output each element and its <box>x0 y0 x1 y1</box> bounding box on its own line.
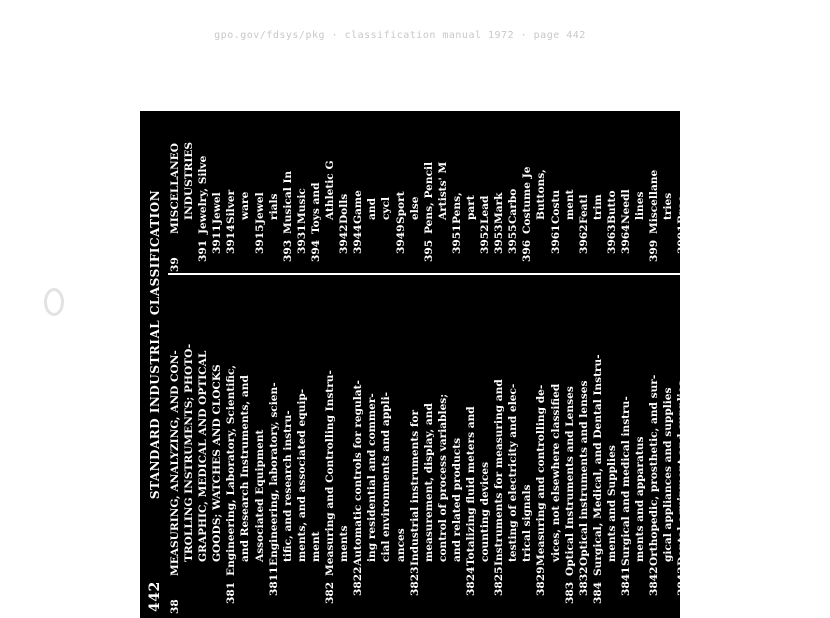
classification-entry <box>675 107 689 272</box>
classification-entry <box>577 278 591 614</box>
sic-code: 3842 <box>648 566 661 596</box>
classification-entry <box>718 107 760 272</box>
industry-title-continuation: tific, and research instru- <box>281 410 294 562</box>
industry-title-line: Butto <box>605 190 618 224</box>
industry-title-line: Pens, Pencil <box>422 161 435 234</box>
industry-title-continuation: tries <box>662 192 675 220</box>
classification-entry <box>760 107 788 272</box>
industry-title-line: Mark <box>493 192 506 224</box>
sic-code: 386 <box>718 581 731 604</box>
sic-code: 3995 <box>704 224 717 254</box>
entry-first-line <box>718 278 732 614</box>
classification-entry <box>746 278 774 614</box>
scan-artifact-mark <box>44 288 64 316</box>
sic-code: 3949 <box>394 224 407 254</box>
industry-title-line: Watches, clocks, clockwork op- <box>803 381 816 566</box>
column-divider <box>168 274 680 276</box>
classification-entry <box>351 278 407 614</box>
sic-code: 3963 <box>605 224 618 254</box>
industry-title-line: Photographic Equipment and Sup- <box>718 370 731 576</box>
classification-entry <box>422 107 450 272</box>
industry-title-continuation: cial environments and appli- <box>380 391 393 562</box>
entry-first-line <box>577 107 591 272</box>
sic-code: 3914 <box>225 224 238 254</box>
sic-code: 3911 <box>211 224 224 254</box>
entry-first-line <box>224 278 238 614</box>
entry-first-line <box>704 107 718 272</box>
classification-entry <box>689 107 703 272</box>
industry-title-line: Watches, Clocks, Clockwork Operated <box>775 351 788 576</box>
industry-title-line: MEASURING, ANALYZING, AND CON- <box>169 350 181 576</box>
sic-code: 391 <box>197 239 210 262</box>
sic-code: 396 <box>521 239 534 262</box>
entry-first-line <box>675 107 689 272</box>
entry-first-line <box>168 278 182 614</box>
classification-entry <box>295 107 309 272</box>
scan-stamp: gpo.gov/fdsys/pkg · classification manual 1972 · page 442 <box>214 30 586 41</box>
classification-entry <box>224 107 252 272</box>
industry-title-continuation: supplies <box>760 512 773 562</box>
entry-first-line <box>224 107 238 272</box>
industry-title-continuation: part <box>464 195 477 220</box>
industry-title-line: Miscellane <box>648 169 661 234</box>
classification-entry <box>492 278 534 614</box>
classification-entry <box>168 107 196 272</box>
sic-code: 3915 <box>253 224 266 254</box>
sic-code: 3996 <box>718 224 731 254</box>
classification-entry <box>464 278 492 614</box>
industry-title-line: Surgical and medical instru- <box>620 396 632 566</box>
industry-title-continuation: trical signals <box>521 484 534 562</box>
two-column-body <box>168 111 830 618</box>
classification-entry <box>520 107 548 272</box>
industry-title-continuation: TROLLING INSTRUMENTS; PHOTO- <box>183 343 196 562</box>
entry-first-line <box>351 278 365 614</box>
industry-title-line: Totalizing fluid meters and <box>464 406 477 566</box>
entry-first-line <box>281 107 295 272</box>
industry-title-line: Silver <box>225 189 238 224</box>
industry-title-continuation: gical appliances and supplies <box>662 387 675 562</box>
sic-code: 3843 <box>676 566 689 596</box>
sic-code: 3955 <box>507 224 520 254</box>
entry-first-line <box>534 278 548 614</box>
entry-first-line <box>267 278 281 614</box>
classification-entry <box>647 107 675 272</box>
sic-code: 3993 <box>690 224 703 254</box>
industry-title-continuation: rials <box>267 193 280 220</box>
sic-code: 3964 <box>620 224 632 254</box>
entry-first-line <box>802 278 816 614</box>
industry-title-continuation: ments and apparatus <box>634 436 647 562</box>
entry-first-line <box>450 107 464 272</box>
industry-title-continuation: ments <box>338 525 351 562</box>
classification-entry <box>337 107 351 272</box>
sic-code: 3811 <box>267 566 280 596</box>
classification-entry <box>534 278 562 614</box>
industry-title-continuation: cove <box>746 193 759 220</box>
sic-code: 3829 <box>535 566 548 596</box>
sic-code: 3931 <box>295 224 308 254</box>
industry-title-continuation: Artists' M <box>436 161 449 220</box>
sic-code: 3953 <box>493 224 506 254</box>
industry-title-continuation: lines <box>634 191 647 220</box>
classification-entry <box>675 278 689 614</box>
page-number: 442 <box>147 581 163 612</box>
entry-first-line <box>774 278 788 614</box>
sic-code: 3944 <box>352 224 365 254</box>
industry-title-continuation: ing residential and commer- <box>366 393 379 562</box>
classification-entry <box>267 278 323 614</box>
entry-first-line <box>478 107 492 272</box>
industry-title-line: Manu <box>760 190 773 224</box>
industry-title-line: Toys and <box>309 182 322 234</box>
sic-code: 381 <box>225 581 238 604</box>
scanned-page <box>140 111 830 618</box>
entry-first-line <box>323 278 337 614</box>
sic-code: 384 <box>591 581 604 604</box>
sic-code: 3861 <box>746 566 759 596</box>
entry-first-line <box>619 107 633 272</box>
classification-entry <box>450 107 478 272</box>
industry-title-line: Measuring and Controlling Instru- <box>324 370 337 576</box>
sic-code: 394 <box>309 239 322 262</box>
entry-first-line <box>168 107 182 272</box>
sic-code: 39 <box>169 257 181 272</box>
classification-entry <box>563 278 577 614</box>
page-header <box>144 111 166 618</box>
classification-entry <box>647 278 675 614</box>
classification-entry <box>492 107 506 272</box>
industry-title-line: Ophthalmic goods <box>704 457 717 566</box>
sic-code: 382 <box>324 581 337 604</box>
industry-title-continuation: Devices, and Parts <box>789 452 802 562</box>
industry-title-line: Musical In <box>281 170 294 234</box>
sic-code: 399 <box>648 239 661 262</box>
classification-entry <box>506 107 520 272</box>
entry-first-line <box>492 278 506 614</box>
sic-code: 387 <box>775 581 788 604</box>
industry-title-line: Music <box>295 188 308 224</box>
industry-title-line: Engineering, laboratory, scien- <box>267 382 280 566</box>
sic-code: 385 <box>690 581 703 604</box>
industry-title-continuation: and related products <box>450 437 463 562</box>
entry-first-line <box>647 278 661 614</box>
entry-first-line <box>337 107 351 272</box>
industry-title-line: Needl <box>620 189 632 224</box>
industry-title-continuation: Associated Equipment <box>253 429 266 562</box>
sic-code: 3962 <box>577 224 590 254</box>
classification-entry <box>408 278 464 614</box>
industry-title-line: Optical instruments and lenses <box>577 380 590 566</box>
classification-entry <box>704 278 718 614</box>
industry-title-continuation: Buttons, <box>535 169 548 220</box>
entry-first-line <box>549 107 563 272</box>
classification-entry <box>619 107 647 272</box>
entry-first-line <box>196 107 210 272</box>
classification-entry <box>394 107 422 272</box>
entry-first-line <box>746 278 760 614</box>
entry-first-line <box>760 107 774 272</box>
entry-first-line <box>605 107 619 272</box>
classification-entry <box>478 107 492 272</box>
classification-entry <box>168 278 224 614</box>
industry-title-line: Surgical, Medical, and Dental Instru- <box>591 354 604 576</box>
classification-entry <box>718 278 746 614</box>
entry-first-line <box>563 278 577 614</box>
rotated-page-content <box>140 111 830 618</box>
entry-first-line <box>464 278 478 614</box>
industry-title-line: Costu <box>549 189 562 224</box>
industry-title-continuation: else <box>408 196 421 220</box>
entry-first-line <box>619 278 633 614</box>
sic-code: 3822 <box>352 566 365 596</box>
industry-title-continuation: Athletic G <box>324 160 337 220</box>
entry-first-line <box>647 107 661 272</box>
industry-title-line: Engineering, Laboratory, Scientific, <box>225 364 238 576</box>
classification-entry <box>210 107 224 272</box>
sic-code: 395 <box>422 239 435 262</box>
industry-title-continuation: ments, and associated equip- <box>295 388 308 562</box>
classification-entry <box>309 107 337 272</box>
sic-code: 3873 <box>803 566 816 596</box>
sic-code: 393 <box>281 239 294 262</box>
industry-title-line: Lead <box>479 195 492 224</box>
sic-code: 383 <box>563 581 576 604</box>
entry-first-line <box>422 107 436 272</box>
entry-first-line <box>577 278 591 614</box>
industry-title-line: Broo <box>676 195 689 224</box>
industry-title-line: Industrial instruments for <box>408 409 421 566</box>
classification-entry <box>253 107 281 272</box>
industry-title-line: Jewel <box>253 192 266 224</box>
industry-title-line: Dental equipment and supplies <box>676 380 689 566</box>
sic-code: 3942 <box>338 224 351 254</box>
classification-entry <box>605 107 619 272</box>
classification-entry <box>689 278 703 614</box>
industry-title-line: Signs <box>690 191 703 224</box>
industry-title-line: Featl <box>577 194 590 224</box>
industry-title-continuation: testing of electricity and elec- <box>507 383 520 562</box>
industry-title-continuation: vices, not elsewhere classified <box>549 383 562 562</box>
sic-code: 3951 <box>450 224 463 254</box>
classification-entry <box>774 278 802 614</box>
right-column <box>168 107 788 272</box>
industry-title-line: Jewel <box>211 192 224 224</box>
industry-title-line: Jewelry, Silve <box>197 155 210 234</box>
entry-first-line <box>689 278 703 614</box>
classification-entry <box>549 107 577 272</box>
industry-title-continuation: cycl <box>380 196 393 220</box>
classification-entry <box>281 107 295 272</box>
entry-first-line <box>295 107 309 272</box>
running-title: STANDARD INDUSTRIAL CLASSIFICATION <box>148 189 162 500</box>
industry-title-line: Dolls <box>338 193 351 224</box>
sic-code: 3824 <box>464 566 477 596</box>
industry-title-line: Optical Instruments and Lenses <box>563 386 576 576</box>
industry-title-continuation: ments and Supplies <box>605 445 618 562</box>
industry-title-continuation: ment <box>563 189 576 220</box>
entry-first-line <box>506 107 520 272</box>
entry-first-line <box>309 107 323 272</box>
entry-first-line <box>675 278 689 614</box>
industry-title-line: Linol <box>718 193 731 224</box>
classification-entry <box>704 107 718 272</box>
industry-title-line: Costume Je <box>521 166 534 234</box>
entry-first-line <box>689 107 703 272</box>
industry-title-continuation: erated devices, and parts <box>817 412 830 562</box>
entry-first-line <box>351 107 365 272</box>
industry-title-continuation: trim <box>591 194 604 220</box>
sic-code: 3823 <box>408 566 421 596</box>
industry-title-line: Carbo <box>507 188 520 224</box>
entry-first-line <box>394 107 408 272</box>
entry-first-line <box>591 278 605 614</box>
industry-title-continuation: else <box>775 196 788 220</box>
industry-title-line: MISCELLANEO <box>169 143 181 234</box>
classification-entry <box>619 278 647 614</box>
sic-code: 3952 <box>479 224 492 254</box>
entry-first-line <box>520 107 534 272</box>
sic-code: 3841 <box>620 566 632 596</box>
industry-title-line: Photographic equipment and <box>746 392 759 566</box>
industry-title-continuation: GOODS; WATCHES AND CLOCKS <box>211 364 224 562</box>
industry-title-line: Ophthalmic Goods <box>690 466 703 576</box>
entry-first-line <box>704 278 718 614</box>
industry-title-line: Sport <box>394 191 407 224</box>
industry-title-continuation: INDUSTRIES <box>183 141 196 220</box>
classification-entry <box>351 107 393 272</box>
classification-entry <box>802 278 830 614</box>
sic-code: 3961 <box>549 224 562 254</box>
sic-code: 3851 <box>704 566 717 596</box>
industry-title-line: Buria <box>704 190 717 224</box>
sic-code: 3991 <box>676 224 689 254</box>
industry-title-line: Game <box>352 190 365 224</box>
industry-title-continuation: measurement, display, and <box>422 403 435 562</box>
classification-entry <box>323 278 351 614</box>
left-column <box>168 278 830 614</box>
industry-title-line: Measuring and controlling de- <box>535 384 548 566</box>
sic-code: 3832 <box>577 566 590 596</box>
classification-entry <box>577 107 605 272</box>
industry-title-line: Orthopedic, prosthetic, and sur- <box>648 374 661 566</box>
sic-code: 3825 <box>493 566 506 596</box>
industry-title-continuation: and <box>732 198 745 220</box>
industry-title-line: Instruments for measuring and <box>493 379 506 566</box>
industry-title-line: Automatic controls for regulat- <box>352 380 365 566</box>
classification-entry <box>196 107 210 272</box>
industry-title-continuation: counting devices <box>479 461 492 562</box>
classification-entry <box>591 278 619 614</box>
industry-title-continuation: ware <box>239 191 252 220</box>
entry-first-line <box>718 107 732 272</box>
industry-title-continuation: GRAPHIC, MEDICAL AND OPTICAL <box>197 350 210 562</box>
entry-first-line <box>210 107 224 272</box>
industry-title-line: Pens, <box>450 192 463 224</box>
classification-entry <box>224 278 266 614</box>
entry-first-line <box>253 107 267 272</box>
industry-title-continuation: ances <box>394 528 407 562</box>
industry-title-continuation: and <box>366 198 379 220</box>
sic-code: 3999 <box>760 224 773 254</box>
sic-code: 38 <box>169 599 181 614</box>
entry-first-line <box>408 278 422 614</box>
industry-title-continuation: and Research Instruments, and <box>239 375 252 562</box>
industry-title-continuation: ment <box>309 531 322 562</box>
industry-title-continuation: plies <box>732 533 745 562</box>
industry-title-continuation: control of process variables; <box>436 393 449 562</box>
entry-first-line <box>492 107 506 272</box>
